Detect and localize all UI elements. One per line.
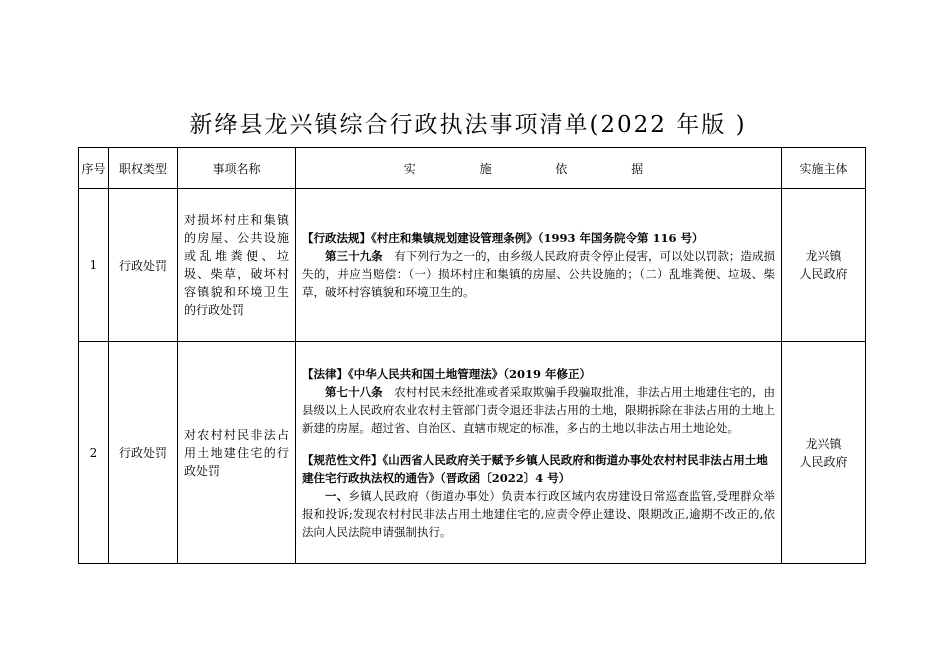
- header-type: 职权类型: [109, 148, 178, 189]
- cell-basis: [296, 189, 782, 342]
- header-name: 事项名称: [178, 148, 296, 189]
- basis-article: 一、乡镇人民政府（街道办事处）负责本行政区域内农房建设日常巡查监管,受理群众举报和投诉;发现农村村民非法占用土地建住宅的,应责令停止建设、限期改正,逾期不改正的,依法向人民法院申请强制执行。: [302, 488, 776, 539]
- cell-name: 对损坏村庄和集镇的房屋、公共设施或乱堆粪便、垃圾、柴草，破坏村容镇貌和环境卫生的行政处罚: [178, 189, 296, 342]
- basis-source: 【行政法规】《村庄和集镇规划建设管理条例》（1993 年国务院令第 116 号）: [302, 231, 704, 245]
- cell-subject: 龙兴镇 人民政府: [782, 342, 866, 564]
- basis-source: 【法律】《中华人民共和国土地管理法》（2019 年修正）: [302, 366, 592, 381]
- table-row: [79, 342, 866, 564]
- cell-type: 行政处罚: [109, 189, 178, 342]
- cell-subject: 龙兴镇 人民政府: [782, 189, 866, 342]
- cell-type: 行政处罚: [109, 342, 178, 564]
- cell-name: 对农村村民非法占用土地建住宅的行政处罚: [178, 342, 296, 564]
- basis-article: 第七十八条 农村村民未经批准或者采取欺骗手段骗取批准，非法占用土地建住宅的，由县级以上人民政府农业农村主管部门责令退还非法占用的土地，限期拆除在非法占用的土地上新建的房屋。超过省、自治区、直辖市规定的标准，多占的土地以非法占用土地论处。: [302, 384, 776, 435]
- header-basis: 实 施 依 据: [296, 148, 782, 189]
- cell-seq: 1: [79, 189, 109, 342]
- basis-source: 【规范性文件】《山西省人民政府关于赋予乡镇人民政府和街道办事处农村村民非法占用土地建住宅行政执法权的通告》（晋政函〔2022〕4 号）: [302, 452, 768, 485]
- table-header-row: [79, 148, 866, 189]
- basis-article: 第三十九条 有下列行为之一的，由乡级人民政府责令停止侵害，可以处以罚款；造成损失的，并应当赔偿：（一）损坏村庄和集镇的房屋、公共设施的；（二）乱堆粪便、垃圾、柴草，破坏村容镇貌和环境卫生的。: [302, 249, 776, 299]
- cell-basis: [296, 342, 782, 564]
- header-subject: 实施主体: [782, 148, 866, 189]
- table-row: [79, 189, 866, 342]
- page-title: 新绛县龙兴镇综合行政执法事项清单(2022 年版 ): [189, 112, 747, 138]
- cell-seq: 2: [79, 342, 109, 564]
- header-seq: 序号: [79, 148, 109, 189]
- enforcement-table: [78, 147, 866, 564]
